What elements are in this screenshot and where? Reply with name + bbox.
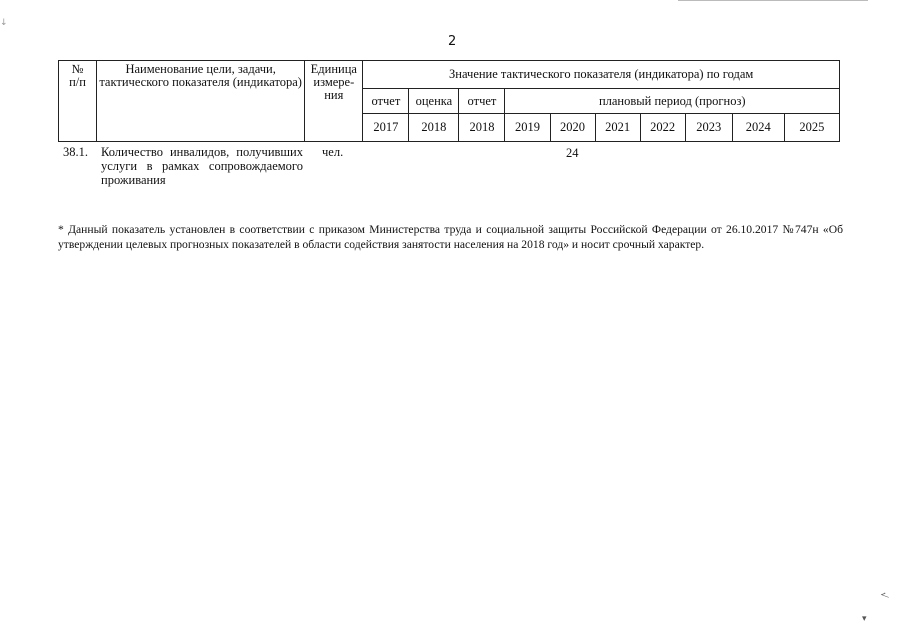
scan-mark-small: ▾ [862, 614, 867, 624]
header-estimate: оценка [409, 89, 459, 114]
header-plan-period: плановый период (прогноз) [505, 89, 840, 114]
indicator-table [58, 60, 840, 142]
year-cell: 2020 [550, 114, 595, 142]
row-indicator-name: Количество инвалидов, получивших услуги в рамках сопровождаемого проживания [101, 145, 303, 187]
page-number: 2 [448, 34, 457, 49]
row-number: 38.1. [63, 145, 88, 159]
footnote: * Данный показатель установлен в соответствии с приказом Министерства труда и социальной защиты Российской Федерации от 26.10.2017 №747н «Об утверждении целевых прогнозных показателей в области содействия занятости населения на 2018 год» и носит срочный характер. [58, 223, 843, 251]
scan-mark: √ [877, 592, 888, 598]
year-cell: 2019 [505, 114, 550, 142]
year-cell: 2018 [409, 114, 459, 142]
row-unit: чел. [322, 145, 344, 159]
year-cell: 2017 [363, 114, 409, 142]
header-name: Наименование цели, задачи, тактического показателя (индикатора) [97, 61, 305, 142]
header-num: № п/п [59, 61, 97, 142]
row-value: 24 [566, 146, 579, 160]
scan-edge-line [678, 0, 868, 1]
header-report-1: отчет [363, 89, 409, 114]
year-cell: 2021 [595, 114, 640, 142]
year-cell: 2023 [685, 114, 732, 142]
year-cell: 2025 [784, 114, 839, 142]
header-report-2: отчет [459, 89, 505, 114]
year-cell: 2022 [640, 114, 685, 142]
header-unit: Единица измере-ния [305, 61, 363, 142]
year-cell: 2018 [459, 114, 505, 142]
header-values: Значение тактического показателя (индикатора) по годам [363, 61, 840, 89]
scan-mark-corner: ↓ [0, 18, 8, 28]
year-cell: 2024 [732, 114, 784, 142]
